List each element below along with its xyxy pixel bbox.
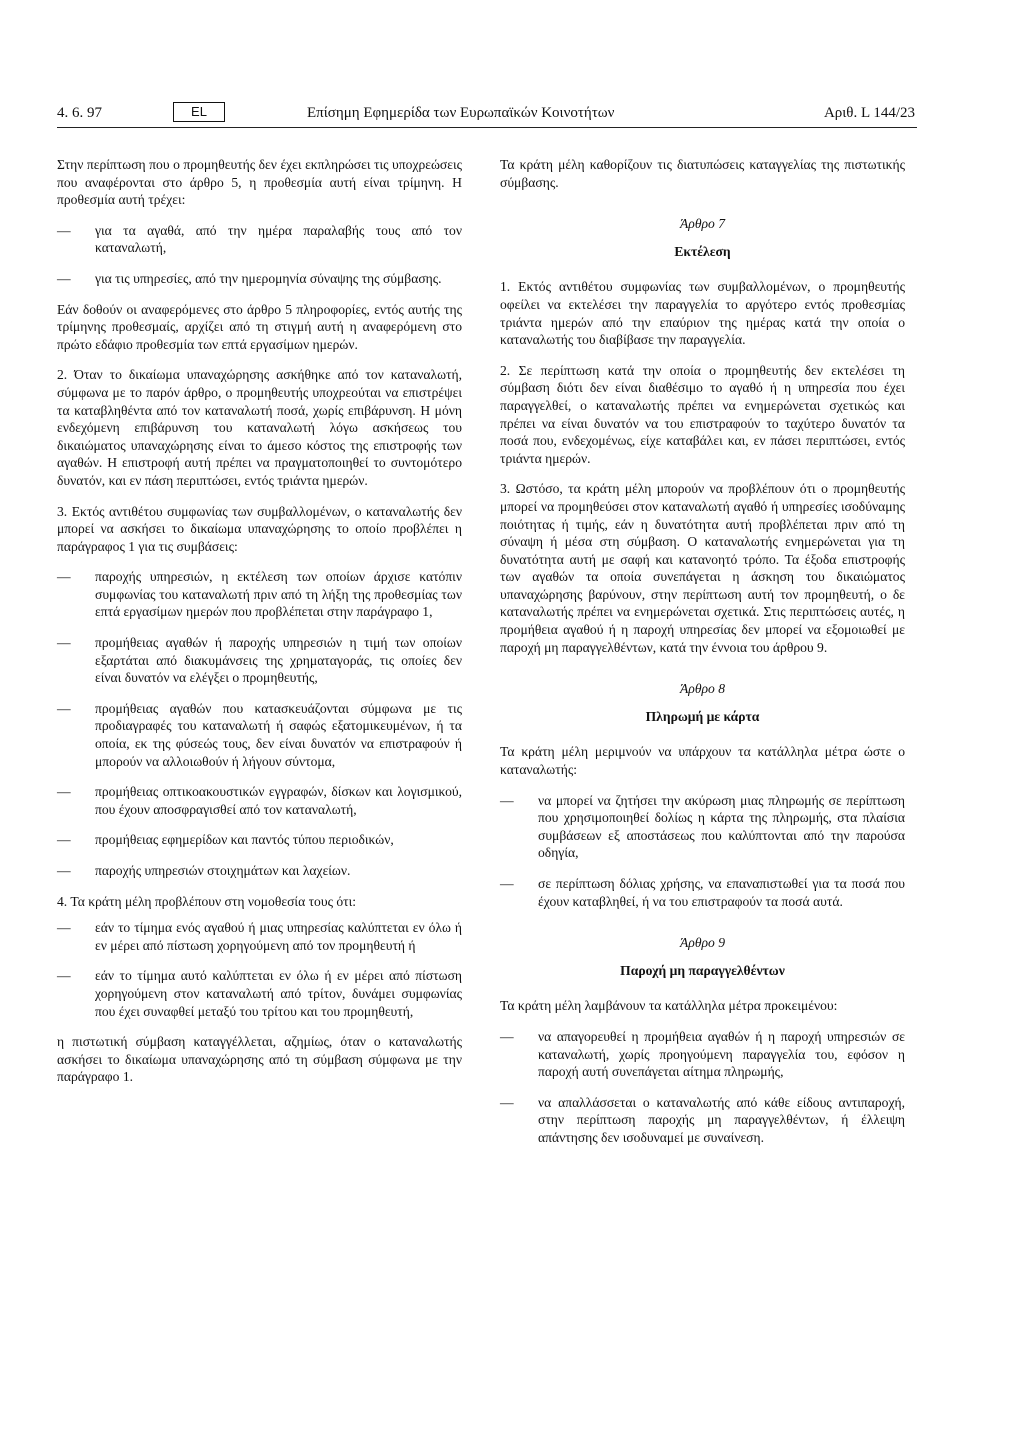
right-column — [500, 156, 905, 1160]
journal-title: Επίσημη Εφημερίδα των Ευρωπαϊκών Κοινοτήτων — [307, 105, 615, 121]
dash-item: — σε περίπτωση δόλιας χρήσης, να επαναπιστωθεί για τα ποσά που έχουν καταβληθεί, ή να του επιστραφούν τα ποσά αυτά. — [500, 875, 905, 910]
paragraph: 3. Εκτός αντιθέτου συμφωνίας των συμβαλλομένων, ο καταναλωτής δεν μπορεί να ασκήσει το δικαίωμα υπαναχώρησης το οποίο προβλέπει η παράγραφος 1 για τις συμβάσεις: — [57, 503, 462, 554]
dash-item: — εάν το τίμημα αυτό καλύπτεται εν όλω ή εν μέρει από πίστωση χορηγούμενη στον καταναλωτή από τρίτον, δυνάμει συμφωνίας που έχει συναφθεί μεταξύ του τρίτου και του προμηθευτή, — [57, 967, 462, 1020]
dash-item: — παροχής υπηρεσιών, η εκτέλεση των οποίων άρχισε κατόπιν συμφωνίας του καταναλωτή πριν από τη λήξη της προθεσμίας των επτά εργασίμων ημερών που προβλέπεται στην παράγραφο 1, — [57, 568, 462, 621]
left-column — [57, 156, 462, 1099]
paragraph: 3. Ωστόσο, τα κράτη μέλη μπορούν να προβλέπουν ότι ο προμηθευτής μπορεί να προμηθεύσει στον καταναλωτή αγαθό ή υπηρεσίες ισοδύναμης ποιότητας ή τιμής, εάν η δυνατότητα αυτή προβλέπεται πριν από τη σύναψη ή μέσα στη σύμβαση. Ο καταναλωτής ενημερώνεται για τη δυνατότητα αυτή με σαφή και κατανοητό τρόπο. Τα έξοδα επιστροφής των αγαθών τα οποία συνεπάγεται η άσκηση του δικαιώματος υπαναχώρησης βαρύνουν, στην περίπτωση αυτή τον προμηθευτή, ο δε καταναλωτής πρέπει να ενημερώνεται σχετικά. Στις περιπτώσεις αυτές, η προμήθεια αγαθού ή η παροχή υπηρεσίας δεν μπορεί να εξομοιωθεί με παροχή μη παραγγελθέντων, κατά την έννοια του άρθρου 9. — [500, 481, 905, 655]
article-7-heading: Εκτέλεση — [674, 243, 731, 259]
dash-item: — να μπορεί να ζητήσει την ακύρωση μιας πληρωμής σε περίπτωση που χρησιμοποιηθεί δολίως η κάρτα της πληρωμής, στα πλαίσια συμβάσεων εξ αποστάσεως που καλύπτονται από την παρούσα οδηγία, — [500, 792, 905, 862]
dash-item: — να απαγορευθεί η προμήθεια αγαθών ή η παροχή υπηρεσιών σε καταναλωτή, χωρίς προηγούμενη παραγγελία του, εφόσον η παροχή αυτή συνεπάγεται αίτημα πληρωμής, — [500, 1028, 905, 1081]
header-rule — [57, 127, 917, 128]
dash-item: — προμήθειας αγαθών ή παροχής υπηρεσιών η τιμή των οποίων εξαρτάται από διακυμάνσεις της χρηματαγοράς, τις οποίες δεν είναι δυνατόν να ελέγξει ο προμηθευτής, — [57, 634, 462, 687]
paragraph: Εάν δοθούν οι αναφερόμενες στο άρθρο 5 πληροφορίες, εντός αυτής της τρίμηνης προθεσμαίς, αρχίζει από τη στιγμή αυτή η αναφερόμενη στο πρώτο εδάφιο προθεσμία των επτά εργασίμων ημερών. — [57, 301, 462, 352]
header-date: 4. 6. 97 — [57, 105, 102, 121]
paragraph: Τα κράτη μέλη μεριμνούν να υπάρχουν τα κατάλληλα μέτρα ώστε ο καταναλωτής: — [500, 744, 905, 778]
issue-number: Αριθ. L 144/23 — [823, 105, 915, 121]
dash-item: — για τις υπηρεσίες, από την ημερομηνία σύναψης της σύμβασης. — [57, 270, 462, 288]
page-header — [57, 103, 915, 127]
dash-item: — παροχής υπηρεσιών στοιχημάτων και λαχείων. — [57, 862, 462, 880]
paragraph: η πιστωτική σύμβαση καταγγέλλεται, αζημίως, όταν ο καταναλωτής ασκήσει το δικαίωμα υπαναχώρησης από τη σύμβαση σύμφωνα με την παράγραφο 1. — [57, 1034, 462, 1085]
dash-item: — προμήθειας οπτικοακουστικών εγγραφών, δίσκων και λογισμικού, που έχουν αποσφραγισθεί από τον καταναλωτή, — [57, 783, 462, 818]
article-7-title: Άρθρο 7 — [679, 216, 726, 232]
paragraph: 4. Τα κράτη μέλη προβλέπουν στη νομοθεσία τους ότι: — [57, 893, 357, 909]
dash-item: — εάν το τίμημα ενός αγαθού ή μιας υπηρεσίας καλύπτεται εν όλω ή εν μέρει από πίστωση χορηγούμενη από τον προμηθευτή ή — [57, 919, 462, 954]
paragraph: 1. Εκτός αντιθέτου συμφωνίας των συμβαλλομένων, ο προμηθευτής οφείλει να εκτελέσει την παραγγελία το αργότερο εντός προθεσμίας τριάντα ημερών από την επαύριον της ημέρας κατά την οποία ο καταναλωτής του διαβίβασε την παραγγελία. — [500, 279, 905, 348]
dash-item: — προμήθειας αγαθών που κατασκευάζονται σύμφωνα με τις προδιαγραφές του καταναλωτή ή σαφώς εξατομικευμένων, ή τα οποία, εκ της φύσεώς τους, δεν είναι δυνατόν να επιστραφούν ή μπορούν να αλλοιωθούν ή λήγουν σύντομα, — [57, 700, 462, 770]
article-9-heading: Παροχή μη παραγγελθέντων — [620, 962, 785, 978]
paragraph: Στην περίπτωση που ο προμηθευτής δεν έχει εκπληρώσει τις υποχρεώσεις που αναφέρονται στο άρθρο 5, η προθεσμία αυτή είναι τρίμηνη. Η προθεσμία αυτή τρέχει: — [57, 157, 462, 208]
dash-item: — να απαλλάσσεται ο καταναλωτής από κάθε είδους αντιπαροχή, στην περίπτωση παροχής μη παραγγελθέντων, ή έλλειψη απάντησης δεν ισοδυναμεί με συναίνεση. — [500, 1094, 905, 1147]
article-8-title: Άρθρο 8 — [679, 681, 726, 697]
dash-item: — προμήθειας εφημερίδων και παντός τύπου περιοδικών, — [57, 831, 462, 849]
paragraph: Τα κράτη μέλη λαμβάνουν τα κατάλληλα μέτρα προκειμένου: — [500, 998, 838, 1014]
dash-item: — για τα αγαθά, από την ημέρα παραλαβής τους από τον καταναλωτή, — [57, 222, 462, 257]
paragraph: 2. Όταν το δικαίωμα υπαναχώρησης ασκήθηκε από τον καταναλωτή, σύμφωνα με το παρόν άρθρο, ο προμηθευτής υποχρεούται να επιστρέψει τα καταβληθέντα από τον καταναλωτή ποσά, χωρίς επιβάρυνση. Η μόνη ενδεχόμενη επιβάρυνση του καταναλωτή λόγω ασκήσεως του δικαιώματος υπαναχώρησης είναι το άμεσο κόστος της επιστροφής των αγαθών. Η επιστροφή αυτή πρέπει να πραγματοποιηθεί το συντομότερο δυνατόν, και εν πάση περιπτώσει, εντός τριάντα ημερών. — [57, 367, 462, 488]
paragraph: Τα κράτη μέλη καθορίζουν τις διατυπώσεις καταγγελίας της πιστωτικής σύμβασης. — [500, 157, 905, 190]
article-9-title: Άρθρο 9 — [679, 935, 726, 951]
article-8-heading: Πληρωμή με κάρτα — [645, 708, 760, 724]
paragraph: 2. Σε περίπτωση κατά την οποία ο προμηθευτής δεν εκτελέσει τη σύμβαση διότι δεν είναι διαθέσιμο το αγαθό ή η υπηρεσία που έχει παραγγελθεί, ο καταναλωτής πρέπει να ενημερώνεται σχετικώς και πρέπει να είναι δυνατόν να του επιστραφούν το ταχύτερο δυνατόν τα ποσά που, ενδεχομένως, είχε καταβάλει και, εν πάσει περιπτώσει, εντός τριάντα ημερών. — [500, 362, 905, 466]
language-badge: EL — [173, 102, 225, 122]
